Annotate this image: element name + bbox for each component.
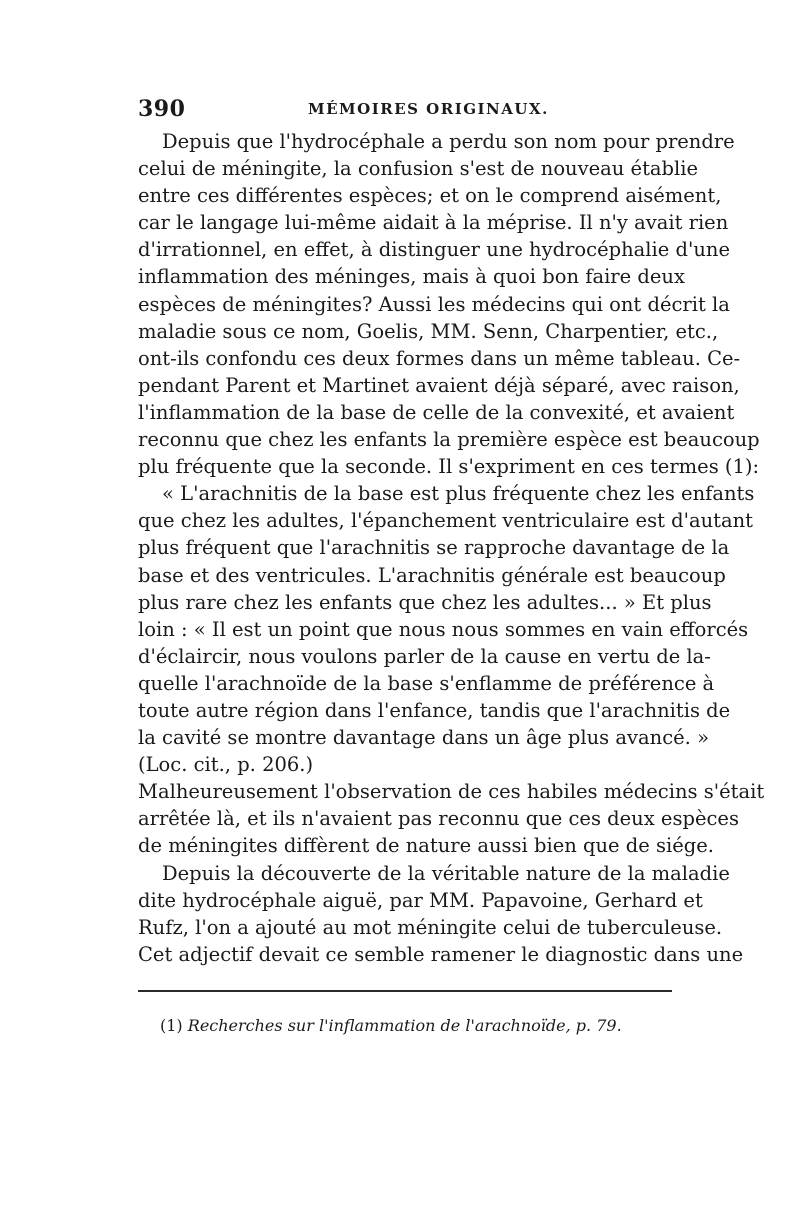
footnote-divider — [138, 990, 672, 992]
text-line: plus rare chez les enfants que chez les adultes... » Et plus — [138, 590, 712, 614]
text-line: car le langage lui-même aidait à la méprise. Il n'y avait rien — [138, 211, 729, 235]
text-line: plus fréquent que l'arachnitis se rapproche davantage de la — [138, 536, 730, 560]
text-line: (Loc. cit., p. 206.) — [138, 753, 314, 777]
text-line: Depuis la découverte de la véritable nature de la maladie — [162, 861, 730, 885]
text-line: l'inflammation de la base de celle de la convexité, et avaient — [138, 400, 735, 424]
text-line: base et des ventricules. L'arachnitis générale est beaucoup — [138, 563, 726, 587]
footnote-text: Recherches sur l'inflammation de l'arachnoïde, p. 79. — [187, 1016, 622, 1035]
text-line: pendant Parent et Martinet avaient déjà séparé, avec raison, — [138, 373, 740, 397]
text-line: Malheureusement l'observation de ces habiles médecins s'était — [138, 780, 765, 804]
text-line: ont-ils confondu ces deux formes dans un même tableau. Ce- — [138, 346, 741, 370]
text-line: d'éclaircir, nous voulons parler de la cause en vertu de la- — [138, 644, 711, 668]
text-line: dite hydrocéphale aiguë, par MM. Papavoine, Gerhard et — [138, 888, 703, 912]
text-line: de méningites diffèrent de nature aussi bien que de siége. — [138, 834, 714, 858]
text-line: Cet adjectif devait ce semble ramener le diagnostic dans une — [138, 942, 744, 966]
text-line: reconnu que chez les enfants la première espèce est beaucoup — [138, 428, 760, 452]
text-line: d'irrationnel, en effet, à distinguer une hydrocéphalie d'une — [138, 238, 731, 262]
text-line: plu fréquente que la seconde. Il s'expriment en ces termes (1): — [138, 455, 760, 479]
text-line: loin : « Il est un point que nous nous sommes en vain efforcés — [138, 617, 749, 641]
text-line: la cavité se montre davantage dans un âge plus avancé. » — [138, 726, 709, 750]
text-line: toute autre région dans l'enfance, tandis que l'arachnitis de — [138, 698, 731, 722]
running-title: MÉMOIRES ORIGINAUX. — [308, 100, 549, 118]
text-line: entre ces différentes espèces; et on le comprend aisément, — [138, 184, 722, 208]
text-line: inflammation des méninges, mais à quoi bon faire deux — [138, 265, 685, 289]
footnote — [160, 1016, 622, 1035]
text-line: celui de méningite, la confusion s'est de nouveau établie — [138, 157, 699, 181]
text-line: « L'arachnitis de la base est plus fréquente chez les enfants — [162, 482, 755, 506]
text-line: Depuis que l'hydrocéphale a perdu son nom pour prendre — [162, 130, 735, 153]
page-header — [138, 96, 672, 126]
page-number: 390 — [138, 96, 186, 122]
text-line: quelle l'arachnoïde de la base s'enflamme de préférence à — [138, 671, 715, 695]
text-line: maladie sous ce nom, Goelis, MM. Senn, Charpentier, etc., — [138, 319, 719, 343]
body-text — [138, 128, 765, 968]
text-line: Rufz, l'on a ajouté au mot méningite celui de tuberculeuse. — [138, 915, 723, 939]
text-line: espèces de méningites? Aussi les médecins qui ont décrit la — [138, 292, 730, 316]
footnote-marker: (1) — [160, 1016, 183, 1035]
text-line: arrêtée là, et ils n'avaient pas reconnu que ces deux espèces — [138, 807, 739, 831]
text-line: que chez les adultes, l'épanchement ventriculaire est d'autant — [138, 509, 754, 533]
